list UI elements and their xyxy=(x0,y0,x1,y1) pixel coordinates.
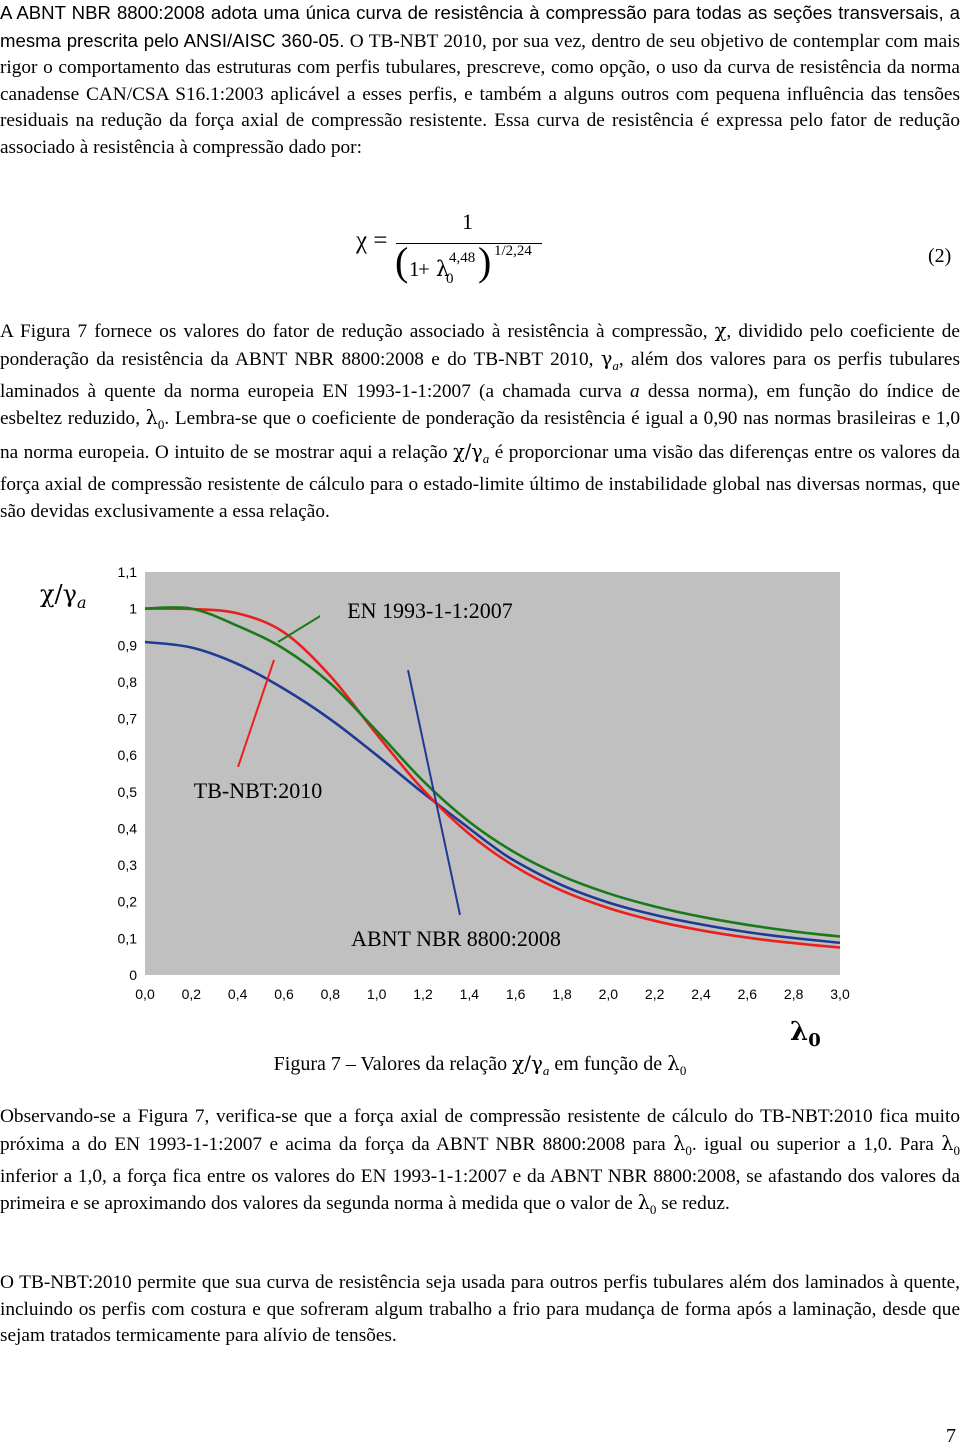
paragraph-1-tail: Essa curva de resistência é expressa pelo fator de redução associado à resistência à compressão dado por: xyxy=(0,110,960,158)
x-tick-label: 0,4 xyxy=(227,986,248,1002)
paragraph-4 xyxy=(0,1270,960,1350)
equation-one: 1 xyxy=(409,257,420,281)
paragraph-1 xyxy=(0,0,960,161)
paragraph-2-text-a: A Figura 7 fornece os valores do fator de redução associado à resistência à compressão, xyxy=(0,321,715,342)
x-tick-label: 1,6 xyxy=(505,986,526,1002)
paragraph-4-text: O TB-NBT:2010 permite que sua curva de resistência seja usada para outros perfis tubulares além dos laminados à quente, incluindo os perfis com costura e que sofreram algum trabalho a frio para mudança de forma após a laminação, desde que sejam tratados termicamente para alívio de tensões. xyxy=(0,1272,960,1346)
x-tick-label: 0,0 xyxy=(135,986,155,1002)
caption-middle: em função de xyxy=(549,1053,668,1075)
lambda-symbol-2: λ xyxy=(673,1131,686,1155)
x-tick-label: 1,8 xyxy=(552,986,572,1002)
equation-lambda: λ xyxy=(436,257,450,281)
equation-lambda-sub: 0 xyxy=(446,271,454,287)
y-tick-label: 0,8 xyxy=(117,673,137,690)
annotation-tb-nbt-2010-label: TB-NBT:2010 xyxy=(193,778,323,803)
x-tick-label: 3,0 xyxy=(830,986,850,1002)
paragraph-2-text-f: O intuito de se mostrar aqui a relação xyxy=(149,441,454,463)
x-tick-label: 2,0 xyxy=(598,986,619,1002)
paragraph-3-text-a: Observando-se a Figura 7, verifica-se que a força axial de compressão resistente de cálculo do TB-NBT:2010 fica muito próxima a do EN 1993-1-1:2007 e acima da força da ABNT NBR 8800:2008 para xyxy=(0,1106,960,1155)
ratio-symbol: χ/γ xyxy=(453,439,483,463)
x-tick-label: 0,2 xyxy=(181,986,202,1002)
paragraph-2-text-d: dessa norma), em função do índice de esbeltez reduzido, xyxy=(0,380,960,430)
lambda-subscript-4: 0 xyxy=(649,1202,657,1218)
paragraph-2 xyxy=(0,318,960,525)
caption-lambda: λ xyxy=(667,1051,680,1075)
y-tick-label: 0,6 xyxy=(117,747,137,764)
ratio-subscript: a xyxy=(482,450,490,466)
paragraph-2-text-g: é proporcionar uma visão das diferenças entre os valores da força axial de compressão resistente de cálculo para o estado-limite último de instabilidade global nas diversas normas, que são devidas exclusivamente a essa relação. xyxy=(0,441,960,522)
x-tick-label: 0,6 xyxy=(274,986,294,1002)
y-tick-label: 0,3 xyxy=(117,857,137,874)
y-tick-label: 0 xyxy=(129,967,137,983)
x-tick-label: 2,6 xyxy=(737,986,758,1002)
y-tick-label: 0,2 xyxy=(117,893,137,910)
y-tick-label: 1 xyxy=(129,600,137,617)
equation-outer-exp: 1/2,24 xyxy=(494,243,532,259)
x-tick-label: 2,8 xyxy=(783,986,804,1002)
y-tick-label: 0,1 xyxy=(117,930,137,947)
page-number: 7 xyxy=(946,1425,956,1447)
paragraph-1-serif-part: O TB-NBT 2010, por sua vez, dentro de seu objetivo de contemplar com mais rigor o comportamento das estruturas com perfis tubulares, prescreve, como opção, o uso da curva de resistência da norma canadense CAN/CSA S16.1:2003 aplicável a esses perfis, e também a alguns outros com pequena influência das tensões residuais na redução da força axial de compressão resistente. xyxy=(0,30,960,131)
equation-lambda-exp: 4,48 xyxy=(449,250,476,266)
paragraph-3-text-c: inferior a 1,0, a força fica entre os valores do EN 1993-1-1:2007 e da ABNT NBR 8800:2008, se afastando dos valores da primeira e se aproximando dos valores da segunda norma à medida que o valor de xyxy=(0,1165,960,1215)
x-tick-label: 1,0 xyxy=(366,986,387,1002)
equation-2 xyxy=(0,205,960,305)
paragraph-3-text-b: . igual ou superior a 1,0. Para xyxy=(691,1133,942,1155)
gamma-symbol: γ xyxy=(600,346,613,370)
equation-number: (2) xyxy=(928,245,952,267)
x-tick-label: 2,4 xyxy=(691,986,711,1002)
curve-a-label: a xyxy=(630,380,640,402)
annotation-en-1993-label: EN 1993-1-1:2007 xyxy=(347,598,513,623)
figure-caption xyxy=(0,1051,960,1079)
gamma-subscript: a xyxy=(612,357,619,373)
annotation-abnt-nbr-8800-label: ABNT NBR 8800:2008 xyxy=(351,926,561,951)
lambda-symbol-4: λ xyxy=(637,1191,650,1215)
y-axis-label: $\chi/\gamma_a$ xyxy=(40,580,87,612)
equation-close-paren: ) xyxy=(478,239,492,284)
x-tick-label: 0,8 xyxy=(320,986,341,1002)
y-tick-label: 0,4 xyxy=(117,820,137,837)
paragraph-1-sans-part: A ABNT NBR 8800:2008 adota uma única curva de resistência à compressão para todas as seções transversais, a mesma prescrita pelo ANSI/AISC 360-05. xyxy=(0,2,960,51)
y-tick-label: 0,7 xyxy=(117,710,137,727)
caption-ratio-sub: a xyxy=(542,1063,550,1078)
equation-plus: + xyxy=(418,257,430,281)
paragraph-3 xyxy=(0,1104,960,1224)
caption-lambda-sub: 0 xyxy=(679,1063,687,1078)
equation-numerator: 1 xyxy=(462,209,473,234)
figure-7-chart xyxy=(0,560,960,1080)
equation-lhs: χ = xyxy=(356,227,388,254)
paragraph-2-text-b: , dividido pelo coeficiente de ponderação da resistência da ABNT NBR 8800:2008 e do TB-NBT 2010, xyxy=(0,321,960,370)
lambda-subscript-2: 0 xyxy=(685,1142,692,1158)
lambda-symbol-3: λ xyxy=(941,1131,954,1155)
paragraph-2-text-e: . Lembra-se que o coeficiente de ponderação da resistência é igual a 0,90 nas normas brasileiras e 1,0 na norma europeia. xyxy=(0,408,960,463)
equation-open-paren: ( xyxy=(395,239,409,284)
x-axis-label: $\lambda_0$ xyxy=(790,1017,821,1051)
y-tick-label: 1,1 xyxy=(117,564,137,580)
paragraph-3-text-d: se reduz. xyxy=(656,1193,730,1215)
paragraph-2-text-c: , além dos valores para os perfis tubulares laminados à quente da norma europeia EN 1993-1-1:2007 (a chamada curva xyxy=(0,348,960,402)
y-tick-label: 0,9 xyxy=(117,637,137,654)
y-tick-label: 0,5 xyxy=(117,783,137,800)
caption-ratio: χ/γ xyxy=(512,1051,543,1075)
chi-symbol: χ xyxy=(714,319,727,342)
x-tick-label: 1,2 xyxy=(413,986,433,1002)
lambda-subscript-3: 0 xyxy=(953,1142,960,1158)
x-tick-label: 2,2 xyxy=(644,986,665,1002)
caption-prefix: Figura 7 – Valores da relação xyxy=(273,1053,513,1075)
lambda-subscript: 0 xyxy=(157,417,165,433)
lambda-symbol: λ xyxy=(145,406,158,430)
x-tick-label: 1,4 xyxy=(459,986,480,1002)
